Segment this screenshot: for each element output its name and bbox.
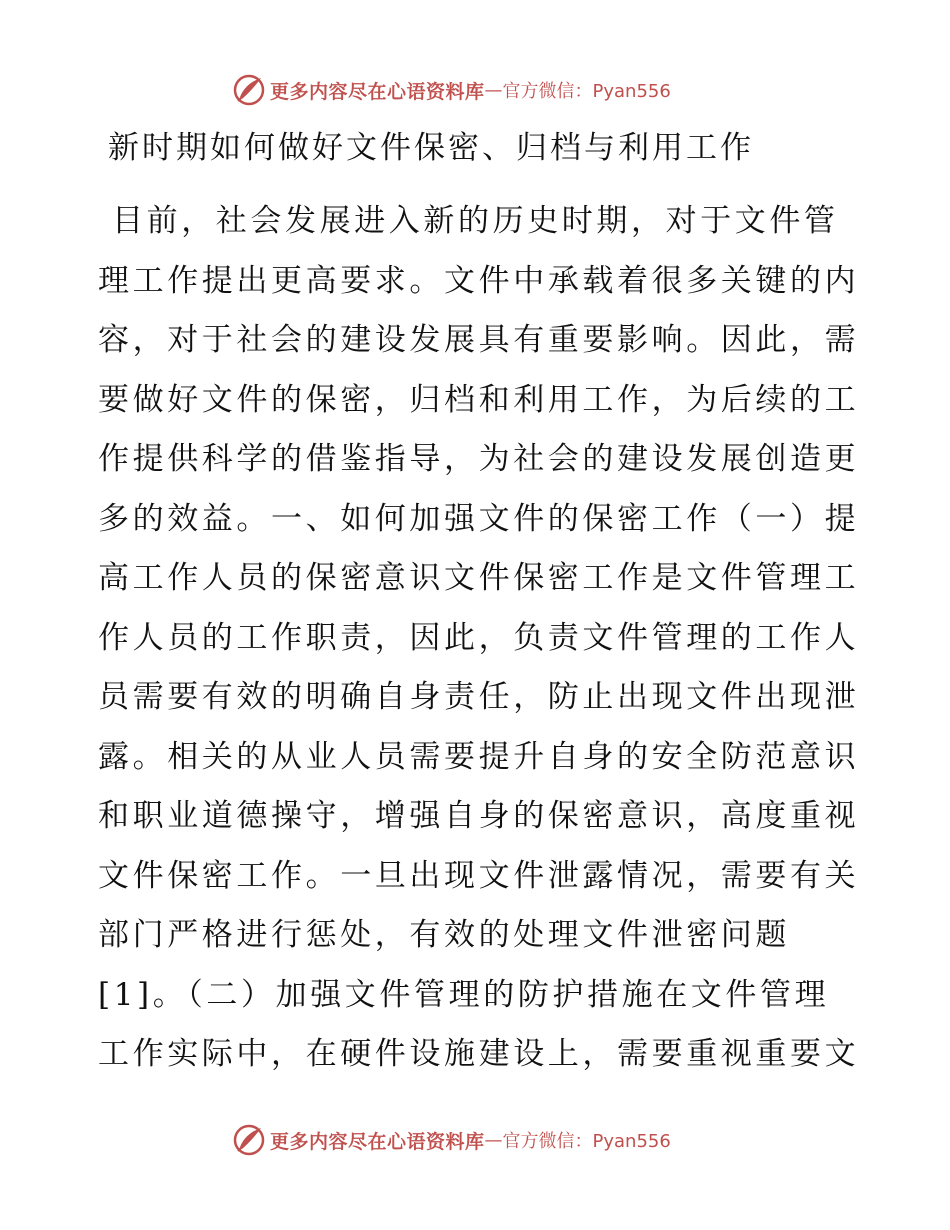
body-line: 多的效益。一、如何加强文件的保密工作（一）提: [98, 500, 860, 537]
body-line: 和职业道德操守，增强自身的保密意识，高度重视: [98, 798, 860, 834]
pen-logo-icon: [232, 73, 266, 107]
body-line: 理工作提出更高要求。文件中承载着很多关键的内: [98, 262, 860, 299]
document-body: [98, 192, 898, 1085]
body-line: 部门严格进行惩处，有效的处理文件泄密问题: [98, 917, 790, 953]
pen-logo-icon: [232, 1123, 266, 1157]
watermark-separator: —: [484, 79, 503, 101]
body-line: 目前，社会发展进入新的历史时期，对于文件管: [112, 203, 839, 239]
body-line: 露。相关的从业人员需要提升自身的安全防范意识: [98, 738, 860, 775]
body-line: 员需要有效的明确自身责任，防止出现文件出现泄: [98, 679, 860, 715]
watermark-header: [232, 72, 671, 108]
watermark-brand-text: 更多内容尽在心语资料库: [270, 1130, 485, 1153]
watermark-footer: [232, 1122, 671, 1158]
body-line: [1]。（二）加强文件管理的防护措施在文件管理: [98, 976, 830, 1013]
watermark-separator: —: [484, 1129, 503, 1151]
watermark-brand-text: 更多内容尽在心语资料库: [270, 80, 485, 103]
document-title: 新时期如何做好文件保密、归档与利用工作: [108, 130, 754, 166]
body-line: 高工作人员的保密意识文件保密工作是文件管理工: [98, 560, 860, 596]
body-line: 工作实际中，在硬件设施建设上，需要重视重要文: [98, 1036, 860, 1072]
body-line: 要做好文件的保密，归档和利用工作，为后续的工: [98, 381, 860, 418]
body-line: 作人员的工作职责，因此，负责文件管理的工作人: [98, 619, 860, 656]
watermark-contact-text: 官方微信：Pyan556: [502, 81, 671, 102]
watermark-contact-text: 官方微信：Pyan556: [502, 1131, 671, 1152]
body-line: 作提供科学的借鉴指导，为社会的建设发展创造更: [98, 441, 860, 477]
body-line: 容，对于社会的建设发展具有重要影响。因此，需: [98, 322, 860, 358]
body-line: 文件保密工作。一旦出现文件泄露情况，需要有关: [98, 857, 860, 894]
